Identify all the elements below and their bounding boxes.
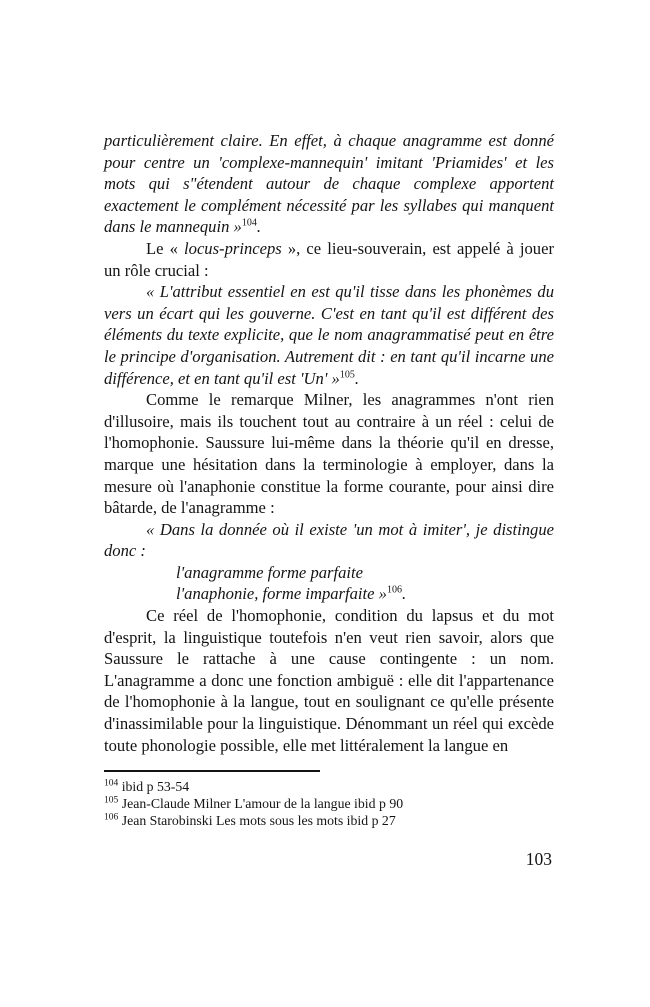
quote-line-anagramme — [176, 562, 554, 584]
quote-text: l'anagramme forme parfaite — [176, 562, 363, 582]
paragraph-continuation — [104, 130, 554, 238]
page-number: 103 — [525, 849, 552, 869]
paragraph-reel-homophonie — [104, 605, 554, 756]
footnote — [104, 795, 554, 812]
text-block — [104, 130, 554, 756]
footnote-number: 105 — [104, 795, 119, 806]
footnotes-section — [104, 770, 554, 829]
quote-text: . — [401, 584, 407, 604]
footnote-text: ibid p 53-54 — [121, 779, 190, 795]
footnote-text: Jean Starobinski Les mots sous les mots ibid p 27 — [121, 813, 396, 829]
footnote-divider — [104, 770, 320, 772]
footnote-marker-105: 105 — [339, 369, 355, 380]
paragraph-text: Ce réel de l'homophonie, condition du lapsus et du mot d'esprit, la linguistique toutefois n'en veut rien savoir, alors que Saussure le rattache à une cause contingente : un nom. L'anagramme a donc une fonction ambiguë : elle dit l'appartenance de l'homophonie à la langue, tout en soulignant ce qu'elle présente d'inassimilable pour la linguistique. Dénommant un réel qui excède toute phonologie possible, elle met littéralement la langue en — [104, 606, 554, 755]
paragraph-text: Comme le remarque Milner, les anagrammes n'ont rien d'illusoire, mais ils touchent tout au contraire à un réel : celui de l'homophonie. Saussure lui-même dans la théorie qu'il en dresse, marque une hésitation dans la terminologie à employer, dans la mesure où l'anaphonie constitue la forme courante, pour ainsi dire bâtarde, de l'anagramme : — [104, 390, 554, 518]
quote-text: l'anaphonie, forme imparfaite » — [176, 584, 387, 604]
quote-text: . — [354, 368, 359, 388]
footnote — [104, 778, 554, 795]
paragraph-text: . — [256, 217, 261, 237]
footnote-marker-104: 104 — [241, 217, 257, 229]
footnote-number: 104 — [104, 778, 119, 789]
paragraph-text: particulièrement claire. En effet, à chaque anagramme est donné pour centre un 'complexe-mannequin' imitant 'Priamides' et les mots qui s"étendent autour de chaque complexe apportent exactement le complément nécessité par les syllabes qui manquent dans le mannequin » — [104, 131, 554, 237]
block-quote-donnee — [104, 519, 554, 562]
footnote-number: 106 — [104, 812, 119, 823]
paragraph-text: », ce lieu-souverain, est appelé à jouer un rôle crucial : — [104, 238, 554, 280]
paragraph-text: Le « — [146, 238, 185, 258]
quote-text: « L'attribut essentiel en est qu'il tisse dans les phonèmes du vers un écart qui les gouverne. C'est en tant qu'il est différent des éléments du texte explicite, que le nom anagrammatisé peut en être le principe d'organisation. Autrement dit : en tant qu'il incarne une différence, et en tant qu'il est 'Un' » — [104, 282, 554, 388]
paragraph-locus-princeps — [104, 238, 554, 281]
paragraph-milner — [104, 389, 554, 519]
quote-text: « Dans la donnée où il existe 'un mot à imiter', je distingue donc : — [104, 519, 554, 561]
footnote — [104, 812, 554, 829]
footnote-marker-106: 106 — [386, 584, 402, 596]
quote-line-anaphonie — [176, 583, 554, 605]
footnote-text: Jean-Claude Milner L'amour de la langue ibid p 90 — [121, 796, 404, 812]
block-quote-attribut — [104, 281, 554, 389]
emphasized-term: locus-princeps — [184, 238, 282, 258]
